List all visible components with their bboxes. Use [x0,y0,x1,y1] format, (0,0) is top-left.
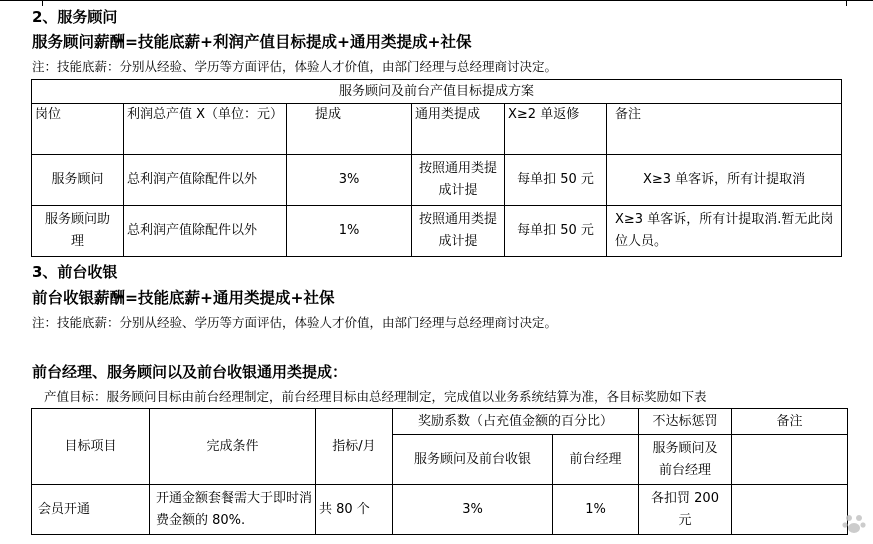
cell-position: 服务顾问助理 [32,206,124,257]
section2-formula: 服务顾问薪酬=技能底薪+利润产值目标提成+通用类提成+社保 [32,33,472,51]
cell-reward-mgr: 1% [553,485,639,535]
remark-empty [732,435,848,485]
section2-heading: 2、服务顾问 [32,8,118,26]
page-top-tick [846,0,847,6]
cell-rework: 每单扣 50 元 [505,206,607,257]
cell-indicator: 共 80 个 [316,485,393,535]
section3-note: 注：技能底薪：分别从经验、学历等方面评估，体验人才价值，由部门经理与总经理商讨决定。 [32,315,558,330]
table-row [32,485,848,535]
header-commission: 提成 [287,104,412,155]
table-row [32,155,842,206]
header-position: 岗位 [32,104,124,155]
header-penalty-sub: 服务顾问及前台经理 [639,435,732,485]
header-condition: 完成条件 [150,409,316,485]
cell-commission: 3% [287,155,412,206]
header-remark: 备注 [607,104,842,155]
cell-remark [732,485,848,535]
page-top-border [0,0,873,1]
table-row [32,206,842,257]
cell-commission: 1% [287,206,412,257]
cell-general-commission: 按照通用类提成计提 [412,206,505,257]
cell-general-commission: 按照通用类提成计提 [412,155,505,206]
commission-table [31,79,842,257]
cell-remark: X≥3 单客诉，所有计提取消.暂无此岗位人员。 [607,206,842,257]
watermark-logo [841,510,867,536]
cell-profit-value: 总利润产值除配件以外 [124,206,287,257]
header-target-item: 目标项目 [32,409,150,485]
section2-note: 注：技能底薪：分别从经验、学历等方面评估，体验人才价值，由部门经理与总经理商讨决定。 [32,59,558,74]
header-indicator: 指标/月 [316,409,393,485]
cell-position: 服务顾问 [32,155,124,206]
cell-rework: 每单扣 50 元 [505,155,607,206]
cell-reward-sa: 3% [393,485,553,535]
table-title: 服务顾问及前台产值目标提成方案 [32,80,842,104]
header-remark: 备注 [732,409,848,435]
header-reward-sa: 服务顾问及前台收银 [393,435,553,485]
header-profit-value: 利润总产值 X（单位：元） [124,104,287,155]
header-rework: X≥2 单返修 [505,104,607,155]
header-reward-group: 奖励系数（占充值金额的百分比） [393,409,639,435]
cell-remark: X≥3 单客诉，所有计提取消 [607,155,842,206]
paw-icon [841,510,867,536]
header-penalty-group: 不达标惩罚 [639,409,732,435]
incentive-table [31,408,848,535]
section4-note: 产值目标：服务顾问目标由前台经理制定，前台经理目标由总经理制定，完成值以业务系统结算为准，各目标奖励如下表 [44,389,707,404]
cell-penalty: 各扣罚 200 元 [639,485,732,535]
cell-target: 会员开通 [32,485,150,535]
section4-heading: 前台经理、服务顾问以及前台收银通用类提成： [32,363,348,381]
cell-profit-value: 总利润产值除配件以外 [124,155,287,206]
section3-formula: 前台收银薪酬=技能底薪+通用类提成+社保 [32,289,335,307]
header-general-commission: 通用类提成 [412,104,505,155]
section3-heading: 3、前台收银 [32,263,118,281]
cell-condition: 开通金额套餐需大于即时消费金额的 80%. [150,485,316,535]
header-reward-mgr: 前台经理 [553,435,639,485]
